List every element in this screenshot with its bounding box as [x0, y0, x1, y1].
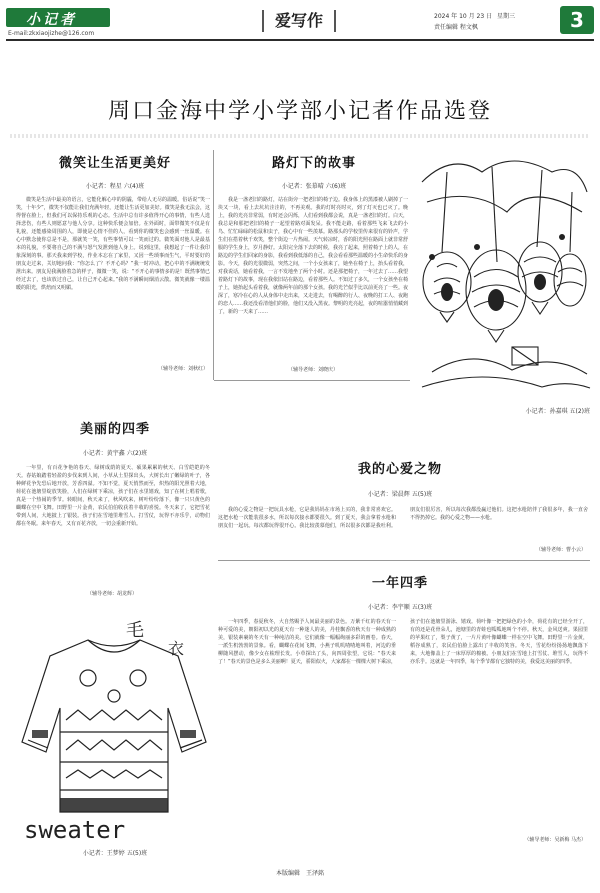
brand-logo: 小记者 — [26, 12, 77, 28]
date-line — [434, 11, 515, 20]
teacher-smile: （辅导老师：刘秋红） — [157, 366, 208, 372]
author-heart-treasure: 小记者：梁晨辉 五(5)班 — [367, 491, 433, 498]
page-number-box — [560, 6, 594, 34]
caption-drawing-sweater: 小记者：王梦婷 五(5)班 — [82, 850, 148, 857]
article-title-year-seasons: 一年四季 — [371, 576, 428, 591]
body-streetlight: 我是一盏老旧的路灯，站在街旁一把老旧的椅子边。我身体上的黑漆被人刷掉了一块又一块，看上去坑坑洼洼的，不再美观。我的灯时亮时灭，到了灯灭也已灭了。晚上，我的光亮非常弱，有时还会闪烁，人们看到我都会说，真是一盏老旧的灯。白天，我总是和那把老旧的椅子一起望着路对面发呆。我不能走路，看着那些飞来飞去的小鸟、忙忙碌碌的松鼠和虫子，我心中有一些羡慕。路那头的学校里传来很有的铃声，学生们在搭着秋千欢笑，整个街边一片热闹。天气转凉时，香的阳光照在路面上就非常舒服的学生身上，岁月静好。太阳完全落下去的时候，我亮了起来，照着椅子上的人，在路边的学生们回家的身影，我看到我低落的自己，我会看看那些温暖的小生命快乐的身影。今天，我的光很微弱，突然之间，一个小女孩来了，她坐在椅子上，抬头看着我，对我说话，她看着我，一言不发地坐了两个小时。还是那把椅子，一年过去了……我望着路灯下的故事，现在我依旧站在路边，看着那些人。不知过了多久，一个女孩坐在椅子上，她抬起头看着我，就像两年前的那个女孩。我的光芒似乎比以前更亮了一些。夜深了，寒冷在心的人从身体中走出来，又走进去，有喝醉的行人、夜晚的打工人、夜跑的恋人……我还没看清他们的脸，他们又没入黑夜。黎明的光亮起，夜的喧嚣悄悄藏到了，新的一天来了…… — [218, 197, 408, 315]
section-title: 爱写作 — [274, 11, 323, 30]
email-text: E-mail:zkxiaojizhe@126.com — [8, 30, 95, 37]
body-heart-treasure: 我的心爱之物是一把玩具水枪，它是我妈妈在市场上买的，我非常喜欢它。这把水枪一次能装很多水，所以每次接水都要很久。到了夏天，我会拿着水枪和朋友们一起玩。每次都玩得很开心。我比较羡慕他们，所以很多次都是我吐利。朋友们很厉害，所以每次我都没赢过他们。这把水枪陪伴了我很多年，我一直舍不得扔掉它。我的心爱之物——水枪。 — [218, 507, 588, 529]
date: 2024 年 10 月 23 日 — [434, 13, 493, 20]
article-title-streetlight: 路灯下的故事 — [271, 156, 356, 171]
weekday: 星期三 — [497, 13, 516, 20]
drawing-fish — [412, 142, 592, 404]
title-strip — [10, 134, 590, 138]
footer-editor: 本版编辑 王泽銘 — [275, 870, 324, 877]
header-divider — [6, 39, 594, 41]
sweater-drawing-word: sweater — [24, 816, 126, 844]
author-seasons-beauty: 小记者：黄宇鑫 六(2)班 — [82, 450, 148, 457]
article-title-smile: 微笑让生活更美好 — [58, 156, 171, 171]
article-title-heart-treasure: 我的心爱之物 — [357, 462, 442, 477]
fish-illustration — [412, 142, 592, 404]
author-smile: 小记者：程星 六(4)班 — [85, 183, 145, 190]
drawing-sweater — [18, 612, 210, 844]
brand-banner — [6, 8, 110, 27]
article-title-seasons-beauty: 美丽的四季 — [79, 422, 150, 437]
row-divider-1 — [214, 380, 410, 381]
row-divider-2 — [218, 560, 590, 561]
teacher-seasons-beauty: （辅导老师：胡龙辉） — [86, 591, 137, 597]
editor-line: 责任编辑 程文枫 — [434, 24, 478, 31]
teacher-heart-treasure: （辅导老师：曹小云） — [535, 547, 586, 553]
sweater-drawing-char-yi: 衣 — [168, 639, 185, 658]
body-seasons-beauty: 一年里，有百花争艳的春天、绿树成荫的夏天、硕果累累的秋天、白雪皑皑的冬天。春姑娘踏着轻盈的步伐来到人间，小草从土里探出头，大树长出了嫩绿的叶子，各种鲜花争先恐后地开放，芳香四溢。不知不觉，夏天悄然而至，炽热的阳光照着大地，荷花在池塘里绽放笑脸，人们在绿树下乘凉，孩子们在水里嬉戏，知了在树上唱着歌，真是一个热闹的季节。转眼间，秋天来了，秋风吹来，树叶纷纷落下，像一只只黄色的蝴蝶在空中飞舞。田野里一片金黄，农民伯伯收获着丰收的喜悦。冬天来了，它把雪花带到人间，大地披上了银装。孩子们在雪地里堆雪人、打雪仗，玩得不亦乐乎，动物们都在冬眠。来年春天，又有百花齐放，一切会重新开始。 — [16, 465, 210, 527]
section-label — [262, 10, 336, 32]
page-title: 周口金海中学小学部小记者作品选登 — [107, 99, 492, 124]
teacher-streetlight: （辅导老师：刘晓庆） — [287, 367, 338, 373]
author-streetlight: 小记者：张慕晴 六(6)班 — [281, 183, 347, 190]
page-number: 3 — [570, 8, 584, 32]
body-smile: 微笑是生活中最美的语言，它能化解心中的阴霾，带给人无尽的温暖。俗话说“笑一笑，十年少”，微笑不仅能让我们充满年轻，还能让生活更加美好。微笑是我无法会，这得督在脸上，但我们可以保持乐观的心态。生活中总有许多值得开心的事情，有些人选择悲伤，有些人则愿意与他人分享。这种快乐便会加倍。在外面时，面带微笑不仅是有礼貌，还能感染周围的人，即使是心情不佳的人，看到你的微笑也会感到一丝温暖。在心中默念使你总是不是，那就笑一笑，有些事情可以一笑而过的。微笑面对他人是最基本的礼貌，不要将自己的不满与怒气发泄到他人身上。说到这里，我想起了一件让我印象深刻的事。那天我来到学校，作业本忘在了家里，又因一些琐事而生气，平时要好的朋友走过来，关切地问我：“你怎么了？不开心吗？”我一时冲动，把心中的不满统统发泄出来。朋友见我满脸着急的样子，微微一笑，说：“不开心的事情多的是！既然事情已经过去了，也该放过自己，让自己开心起来。”我的不满瞬间烟消云散。微笑就像一缕温暖的阳光，烘焙而又明媚。 — [16, 197, 210, 291]
author-year-seasons: 小记者：李宇顺 五(3)班 — [367, 604, 433, 611]
sweater-drawing-char-mao: 毛 — [126, 620, 144, 641]
sweater-illustration — [18, 612, 210, 844]
teacher-year-seasons: （辅导老师：吴新梅 马杰） — [524, 837, 586, 843]
caption-drawing-fish: 小记者：孙嘉琪 五(2)班 — [525, 408, 590, 415]
body-year-seasons: 一年四季，春夏秋冬，大自然赐予人间最美丽的景色。万紫千红的春天有一种可爱的美，朝阳初以光的夏天有一种迷人的美，丹桂飘香的秋天有一种成熟的美，银装素裹的冬天有一种纯洁的美。它们就像一幅幅绚丽多彩的画卷。春天，一派生机勃勃的景象。看，蝴蝶在花间飞舞，小燕子叽叽喳喳地叫着，河边的垂柳随风摆动，像少女在梳理长发。小草探出了头，向四周张望，它说：“春天来了！”春天的景色是多么美丽啊！夏天，骄阳似火，大家都在一棵棵大树下乘凉，孩子们在池塘里游泳、嬉戏。荷叶像一把把绿色的小伞，荷花有的已经全开了，有的还是花骨朵儿，池塘里的青蛙也呱呱地叫个不停。秋天，金风送爽。果园里的苹果红了，梨子黄了，一片片黄叶像蝴蝶一样在空中飞舞。田野里一片金黄，稻谷成熟了，农民伯伯脸上露出了丰收的笑容。冬天，雪花纷纷扬扬地飘落下来，大地像盖上了一床厚厚的棉被。小朋友们在雪地上打雪仗、堆雪人，玩得不亦乐乎。这就是一年四季，每个季节都有它独特的美，我爱这美丽的四季。 — [218, 619, 588, 665]
